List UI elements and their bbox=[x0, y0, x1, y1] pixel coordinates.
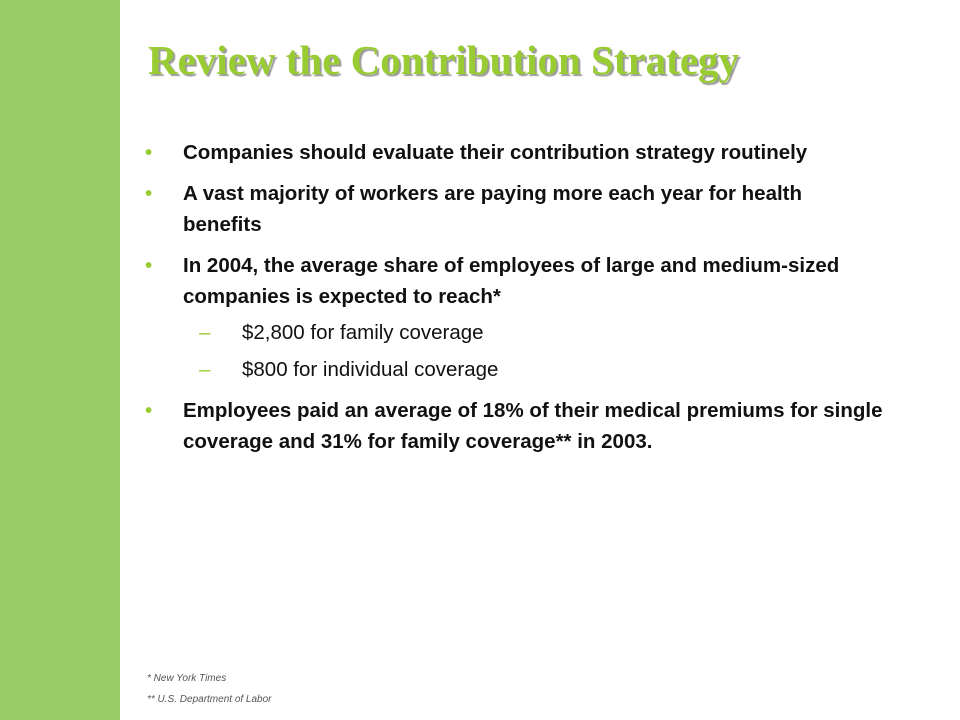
left-accent-bar bbox=[0, 0, 120, 720]
sub-bullet-text: $2,800 for family coverage bbox=[242, 321, 484, 344]
sub-bullet-item bbox=[199, 317, 885, 348]
bullet-dot-icon: • bbox=[145, 254, 153, 277]
sub-bullet-list bbox=[183, 317, 885, 385]
sub-bullet-item bbox=[199, 354, 885, 385]
sub-bullet-text: $800 for individual coverage bbox=[242, 358, 499, 381]
bullet-text: A vast majority of workers are paying more each year for health benefits bbox=[183, 182, 803, 236]
bullet-dot-icon: • bbox=[145, 141, 153, 164]
dash-icon: – bbox=[199, 321, 211, 344]
bullet-item bbox=[145, 137, 885, 168]
bullet-dot-icon: • bbox=[145, 399, 153, 422]
dash-icon: – bbox=[199, 358, 211, 381]
footnote-source-2: ** U.S. Department of Labor bbox=[147, 694, 272, 705]
bullet-text: Employees paid an average of 18% of their medical premiums for single coverage and 31% for family coverage** in 2003. bbox=[183, 399, 883, 453]
footnote-source-1: * New York Times bbox=[147, 673, 227, 684]
bullet-text: In 2004, the average share of employees of large and medium-sized companies is expected to reach* bbox=[183, 254, 840, 308]
bullet-list bbox=[145, 137, 885, 467]
bullet-item bbox=[145, 250, 885, 385]
slide-title: Review the Contribution Strategy bbox=[148, 37, 740, 83]
bullet-dot-icon: • bbox=[145, 182, 153, 205]
bullet-item bbox=[145, 395, 885, 457]
bullet-item bbox=[145, 178, 885, 240]
bullet-text: Companies should evaluate their contribution strategy routinely bbox=[183, 141, 808, 164]
